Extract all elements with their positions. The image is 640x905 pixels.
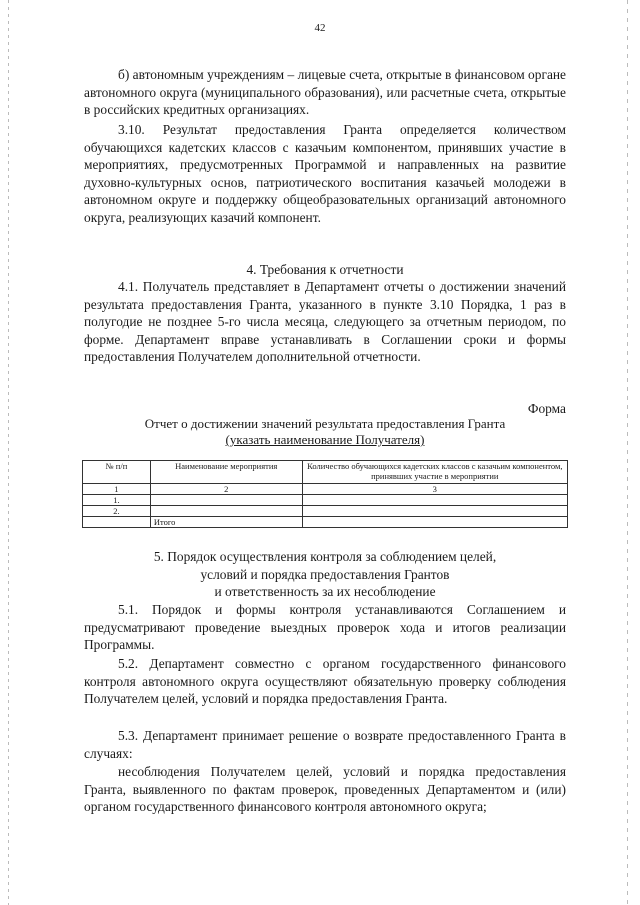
page-number: 42	[314, 22, 326, 34]
report-table	[82, 460, 568, 528]
table-cell	[302, 495, 567, 506]
table-cell	[150, 495, 302, 506]
header-cell-count: Количество обучающихся кадетских классов с казачьим компонентом, принявших участие в мероприятии	[302, 461, 567, 484]
header-cell-number: № п/п	[83, 461, 151, 484]
paragraph-5-3-case: несоблюдения Получателем целей, условий и порядка предоставления Гранта, выявленного по фактам проверок, проведенных Департаментом и (или) органом государственного финансового контроля автономного округа;	[84, 764, 566, 815]
table-cell-total-label: Итого	[150, 517, 302, 528]
table-row	[83, 495, 568, 506]
report-table-column-numbers	[83, 484, 568, 495]
table-cell: 1.	[83, 495, 151, 506]
column-number-cell: 3	[302, 484, 567, 495]
section-5-heading	[84, 548, 566, 601]
paragraph-5-1: 5.1. Порядок и формы контроля устанавливаются Соглашением и предусматривают проведение выездных проверок хода и итогов реализации Программы.	[84, 602, 566, 653]
header-cell-event: Наименование мероприятия	[150, 461, 302, 484]
table-row-total	[83, 517, 568, 528]
table-row	[83, 506, 568, 517]
section-4-heading: 4. Требования к отчетности	[246, 262, 404, 277]
table-cell: 2.	[83, 506, 151, 517]
scan-edge-right	[627, 0, 628, 905]
table-cell	[302, 506, 567, 517]
paragraph-3-10: 3.10. Результат предоставления Гранта определяется количеством обучающихся кадетских классов с казачьим компонентом, принявших участие в мероприятиях, предусмотренных Программой и направленных на развитие духовно-культурных основ, патриотического воспитания казачьей молодежи в автономном округе и поддержку общеобразовательных организаций автономного округа, реализующих казачий компонент.	[84, 122, 566, 225]
column-number-cell: 1	[83, 484, 151, 495]
report-subtitle: (указать наименование Получателя)	[225, 432, 425, 447]
section-5-heading-line: условий и порядка предоставления Грантов	[200, 566, 450, 582]
column-number-cell: 2	[150, 484, 302, 495]
report-table-header-row	[83, 461, 568, 484]
scan-edge-left	[8, 0, 9, 905]
form-label: Форма	[527, 401, 566, 416]
paragraph-5-2: 5.2. Департамент совместно с органом государственного финансового контроля автономного округа осуществляют обязательную проверку соблюдения Получателем целей, условий и порядка предоставления Гранта.	[84, 656, 566, 707]
section-5-heading-line: 5. Порядок осуществления контроля за соблюдением целей,	[153, 549, 497, 564]
paragraph-5-3: 5.3. Департамент принимает решение о возврате предоставленного Гранта в случаях:	[84, 728, 566, 761]
paragraph-4-1: 4.1. Получатель представляет в Департамент отчеты о достижении значений результата предоставления Гранта, указанного в пункте 3.10 Порядка, 1 раз в полугодие не позднее 5-го числа месяца, следующего за отчетным периодом, по форме. Департамент вправе устанавливать в Соглашении сроки и формы предоставления Получателем дополнительной отчетности.	[84, 279, 566, 365]
table-cell	[150, 506, 302, 517]
table-cell	[302, 517, 567, 528]
table-cell	[83, 517, 151, 528]
report-title: Отчет о достижении значений результата предоставления Гранта	[144, 416, 506, 431]
paragraph-item-b: б) автономным учреждениям – лицевые счета, открытые в финансовом органе автономного округа (муниципального образования), или расчетные счета, открытые в российских кредитных организациях.	[84, 67, 566, 118]
section-5-heading-line: и ответственность за их несоблюдение	[214, 584, 436, 600]
